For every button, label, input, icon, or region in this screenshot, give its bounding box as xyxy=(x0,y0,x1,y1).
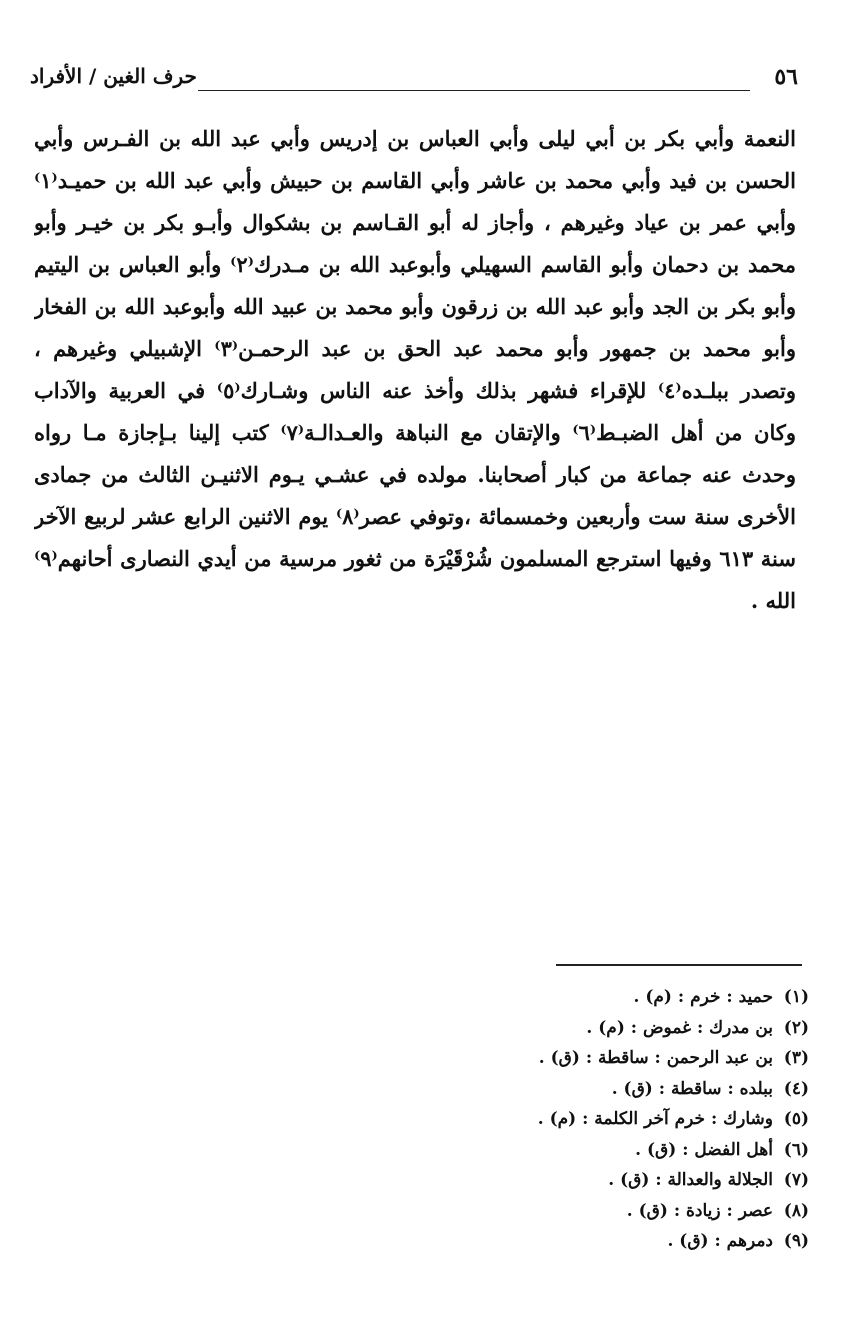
footnote xyxy=(309,1013,809,1044)
body-line: الأخرى سنة ست وأربعين وخمسمائة ،وتوفي عصر⁽٨⁾ يوم الاثنين الرابع عشر لربيع الآخر xyxy=(34,504,796,529)
body-line: وأبي عمر بن عياد وغيرهم ، وأجاز له أبو القـاسم بن بشكوال وأبـو بكر بن خيـر وأبو xyxy=(34,210,796,235)
footnote xyxy=(309,1165,809,1196)
footnote xyxy=(309,1074,809,1105)
body-line: سنة ٦١٣ وفيها استرجع المسلمون شُرْقَيْرَة من ثغور مرسية من أيدي النصارى أحانهم⁽٩⁾ xyxy=(34,546,796,571)
body-line: الله . xyxy=(750,588,796,613)
body-text xyxy=(34,118,796,622)
footnote-number: (٣) xyxy=(783,1048,809,1068)
footnote xyxy=(309,1104,809,1135)
footnote-text: ببلده : ساقطة : (ق) . xyxy=(611,1078,773,1099)
footnote-text: دمرهم : (ق) . xyxy=(667,1231,773,1251)
body-line: الحسن بن فيد وأبي محمد بن عاشر وأبي القاسم بن حبيش وأبي عبد الله بن حميـد⁽١⁾ xyxy=(34,168,796,193)
body-line: وكان من أهل الضبـط⁽٦⁾ والإتقان مع النباهة والعـدالـة⁽٧⁾ كتب إلينا بـإجازة مـا رواه xyxy=(34,420,796,445)
footnote-text: الجلالة والعدالة : (ق) . xyxy=(608,1170,773,1190)
footnote-number: (٤) xyxy=(783,1078,809,1099)
footnotes-list xyxy=(309,982,809,1257)
page-number: ٥٦ xyxy=(774,64,798,90)
footnote-text: بن عبد الرحمن : ساقطة : (ق) . xyxy=(538,1048,773,1068)
page-header xyxy=(30,64,798,104)
running-title: حرف الغين / الأفراد xyxy=(30,64,197,88)
footnote-text: أهل الفضل : (ق) . xyxy=(635,1139,773,1160)
footnote-rule xyxy=(556,964,802,966)
footnote-number: (٩) xyxy=(783,1231,809,1251)
footnote-number: (٦) xyxy=(783,1139,809,1160)
footnote xyxy=(309,1226,809,1257)
body-line: محمد بن دحمان وأبو القاسم السهيلي وأبوعبد الله بن مـدرك⁽٢⁾ وأبو العباس بن اليتيم xyxy=(34,252,796,277)
body-line: النعمة وأبي بكر بن أبي ليلى وأبي العباس بن إدريس وأبي عبد الله بن الفـرس وأبي xyxy=(34,126,796,151)
body-line: وأبو محمد بن جمهور وأبو محمد عبد الحق بن عبد الرحمـن⁽٣⁾ الإشبيلي وغيرهم ، xyxy=(34,336,796,361)
footnote-text: عصر : زيادة : (ق) . xyxy=(626,1200,773,1221)
footnote-number: (٨) xyxy=(783,1200,809,1221)
header-rule xyxy=(198,90,750,91)
footnote-number: (٧) xyxy=(783,1170,809,1190)
body-line: وتصدر ببلـده⁽٤⁾ للإقراء فشهر بذلك وأخذ عنه الناس وشـارك⁽٥⁾ في العربية والآداب xyxy=(34,378,796,403)
footnote xyxy=(309,1135,809,1166)
footnote-text: بن مدرك : غموض : (م) . xyxy=(586,1017,773,1038)
footnote-number: (١) xyxy=(783,987,809,1007)
body-line: وأبو بكر بن الجد وأبو عبد الله بن زرقون وأبو محمد بن عبيد الله وأبوعبد الله بن الفخار xyxy=(34,294,796,319)
footnote xyxy=(309,1043,809,1074)
body-line: وحدث عنه جماعة من كبار أصحابنا. مولده في عشـي يـوم الاثنيـن الثالث من جمادى xyxy=(34,462,796,487)
footnote-text: حميد : خرم : (م) . xyxy=(633,987,773,1007)
footnote-number: (٢) xyxy=(783,1017,809,1038)
footnote-text: وشارك : خرم آخر الكلمة : (م) . xyxy=(537,1109,773,1129)
footnote-number: (٥) xyxy=(783,1109,809,1129)
footnote xyxy=(309,1196,809,1227)
footnote xyxy=(309,982,809,1013)
